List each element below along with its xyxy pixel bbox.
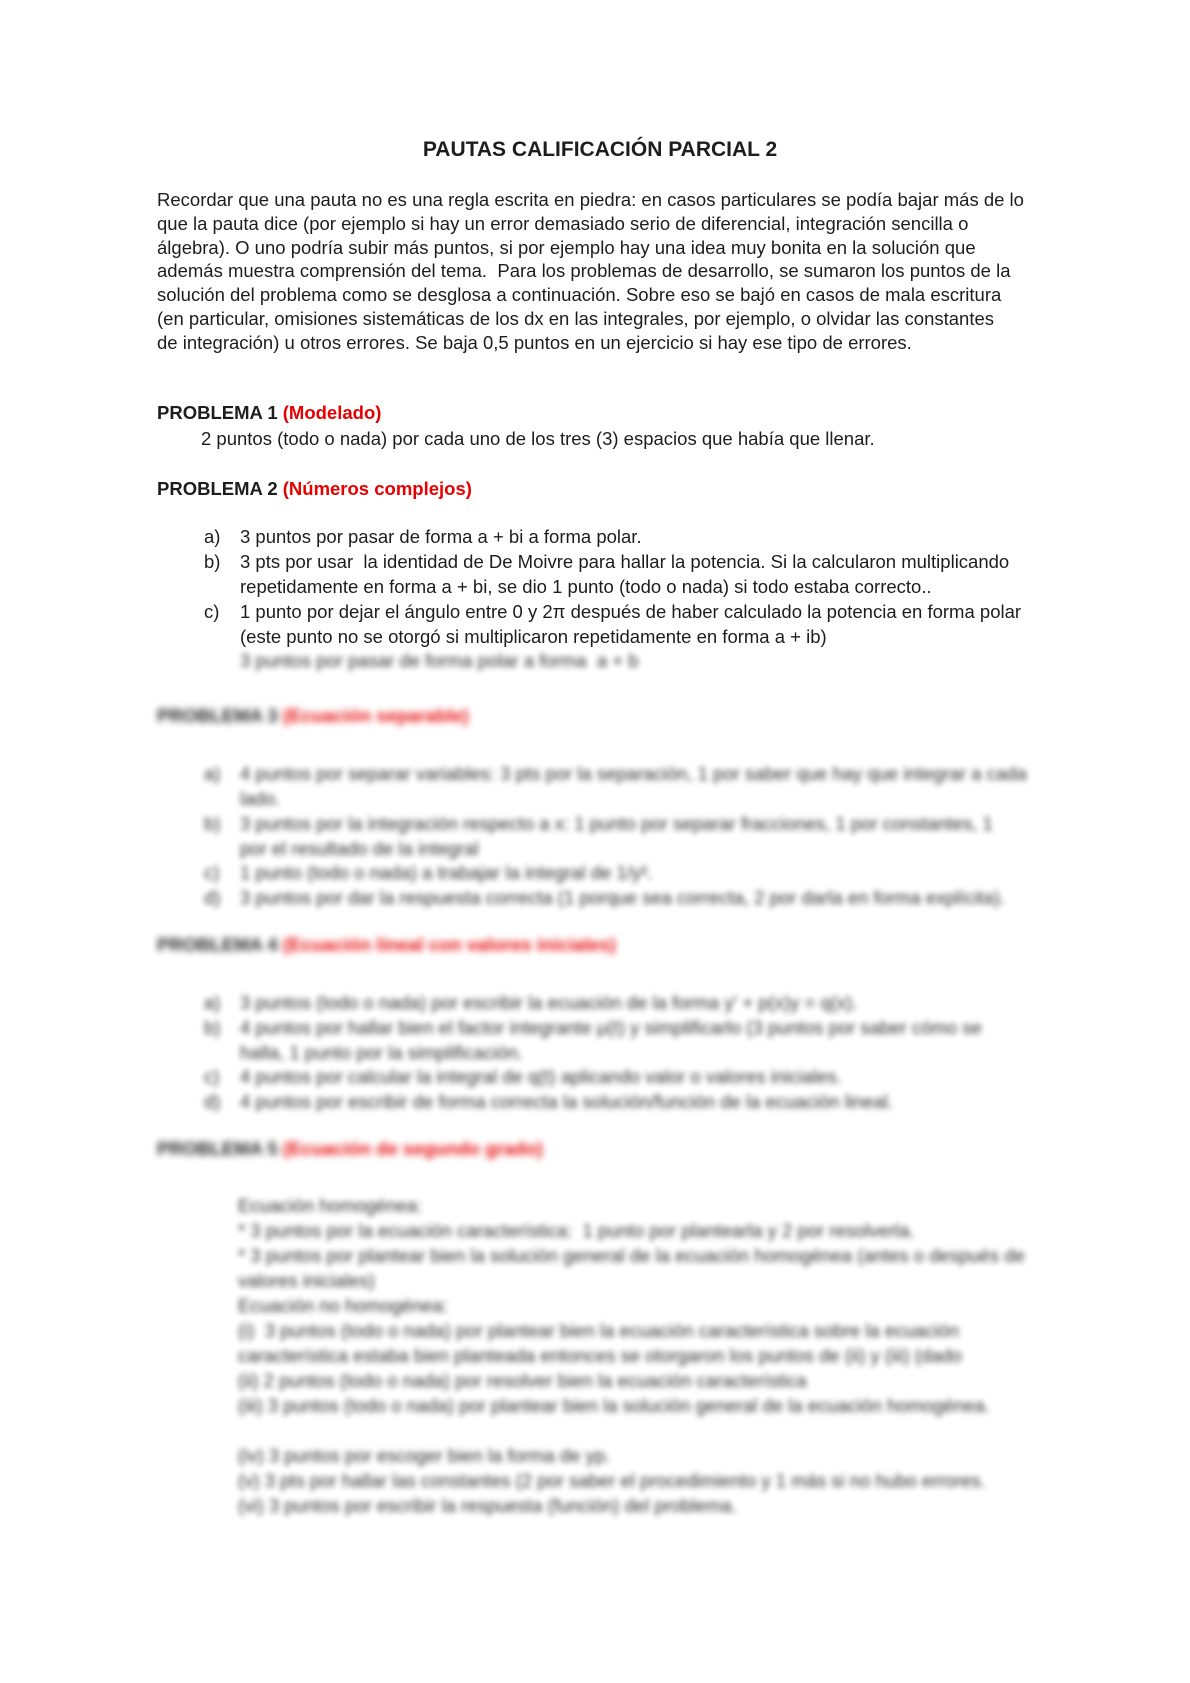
item-marker: d) bbox=[204, 1091, 221, 1113]
intro-line: (en particular, omisiones sistemáticas de los dx en las integrales, por ejemplo, o olvidar las constantes bbox=[157, 307, 995, 329]
text-line: (ii) 2 puntos (todo o nada) por resolver bien la ecuación característica bbox=[238, 1369, 807, 1391]
section-problema-1 bbox=[157, 401, 1043, 452]
text-line: (este punto no se otorgó si multiplicaron repetidamente en forma a + ib) bbox=[240, 625, 827, 647]
item-text bbox=[240, 991, 1043, 1016]
intro-line: Recordar que una pauta no es una regla escrita en piedra: en casos particulares se podía bajar más de lo bbox=[157, 189, 1024, 210]
problema-3-heading bbox=[157, 704, 1043, 728]
text-line: Ecuación homogénea: bbox=[238, 1194, 423, 1216]
sections bbox=[157, 401, 1043, 1518]
problema-2-heading-note: (Números complejos) bbox=[282, 478, 472, 500]
page-title: PAUTAS CALIFICACIÓN PARCIAL 2 bbox=[422, 138, 778, 161]
problema-4-heading-note: (Ecuación lineal con valores iniciales) bbox=[282, 933, 616, 955]
intro-line: de integración) u otros errores. Se baja 0,5 puntos en un ejercicio si hay ese tipo de errores. bbox=[157, 331, 912, 353]
item-text bbox=[240, 1065, 1043, 1090]
problema-1-heading bbox=[157, 401, 1043, 425]
problema-4-item-d bbox=[157, 1090, 1043, 1115]
problema-2-item bbox=[157, 649, 1043, 674]
problema-1-heading-label: PROBLEMA 1 bbox=[157, 401, 283, 423]
item-marker: c) bbox=[204, 600, 220, 622]
problema-4-item-c bbox=[157, 1065, 1043, 1090]
item-text bbox=[240, 1016, 1043, 1066]
problema-4-heading-label: PROBLEMA 4 bbox=[157, 933, 283, 955]
text-line: característica estaba bien planteada entonces se otorgaron los puntos de (ii) y (iii) (dado bbox=[238, 1344, 962, 1366]
text-line: 1 punto por dejar el ángulo entre 0 y 2π después de haber calculado la potencia en forma polar bbox=[240, 600, 1022, 622]
item-text bbox=[240, 525, 1043, 550]
item-marker: c) bbox=[204, 1066, 220, 1088]
problema-4-list bbox=[157, 991, 1043, 1115]
problema-4-item-a bbox=[157, 991, 1043, 1016]
problema-3-item-b bbox=[157, 812, 1043, 862]
text-line: (iv) 3 puntos por escoger bien la forma de yp. bbox=[238, 1444, 611, 1466]
problema-2-list bbox=[157, 525, 1043, 674]
text-line: 3 pts por usar la identidad de De Moivre para hallar la potencia. Si la calcularon multiplicando bbox=[240, 551, 1010, 573]
text-line bbox=[157, 1418, 1043, 1443]
section-problema-4 bbox=[157, 933, 1043, 1115]
text-line: (v) 3 pts por hallar las constantes (2 por saber el procedimiento y 1 más si no hubo errores. bbox=[238, 1469, 986, 1491]
item-text bbox=[240, 762, 1043, 812]
text-line: 4 puntos por separar variables: 3 pts por la separación, 1 por saber que hay que integrar a cada bbox=[240, 763, 1027, 785]
problema-2-item-a bbox=[157, 525, 1043, 550]
item-marker: b) bbox=[204, 1016, 221, 1038]
item-text bbox=[240, 886, 1043, 911]
section-problema-2 bbox=[157, 477, 1043, 674]
item-text bbox=[240, 600, 1043, 650]
item-text bbox=[240, 812, 1043, 862]
text-line: 3 puntos por dar la respuesta correcta (1 porque sea correcta, 2 por darla en forma explícita). bbox=[240, 887, 1006, 909]
text-line: * 3 puntos por plantear bien la solución general de la ecuación homogénea (antes o después de bbox=[238, 1244, 1025, 1266]
text-line: (iii) 3 puntos (todo o nada) por plantear bien la solución general de la ecuación homogénea. bbox=[238, 1394, 990, 1416]
text-line: 4 puntos por calcular la integral de q(t) aplicando valor o valores iniciales. bbox=[240, 1066, 842, 1088]
problema-3-item-a bbox=[157, 762, 1043, 812]
text-line: Ecuación no homogénea: bbox=[238, 1294, 448, 1316]
item-text bbox=[240, 550, 1043, 600]
text-line: halla, 1 punto por la simplificación. bbox=[240, 1041, 523, 1063]
intro-line: álgebra). O uno podría subir más puntos, si por ejemplo hay una idea muy bonita en la solución que bbox=[157, 236, 976, 258]
item-marker: d) bbox=[204, 887, 221, 909]
text-line: 4 puntos por hallar bien el factor integrante μ(t) y simplificarlo (3 puntos por saber cómo se bbox=[240, 1016, 982, 1038]
text-line: * 3 puntos por la ecuación característica: 1 punto por plantearla y 2 por resolverla. bbox=[238, 1219, 915, 1241]
intro-line: que la pauta dice (por ejemplo si hay un error demasiado serio de diferencial, integración sencilla o bbox=[157, 212, 969, 234]
item-marker: a) bbox=[204, 991, 221, 1013]
item-marker bbox=[204, 649, 240, 674]
item-marker: a) bbox=[204, 763, 221, 785]
item-marker: b) bbox=[204, 812, 221, 834]
problema-1-heading-note: (Modelado) bbox=[282, 401, 382, 423]
text-line: repetidamente en forma a + bi, se dio 1 punto (todo o nada) si todo estaba correcto.. bbox=[240, 575, 932, 597]
problema-2-heading bbox=[157, 477, 1043, 501]
text-line: 4 puntos por escribir de forma correcta la solución/función de la ecuación lineal. bbox=[240, 1091, 894, 1113]
section-problema-3 bbox=[157, 704, 1043, 911]
problema-5-heading-note: (Ecuación de segundo grado) bbox=[282, 1137, 543, 1159]
problema-1-body bbox=[157, 427, 1043, 452]
problema-5-body bbox=[157, 1193, 1043, 1518]
text-line: valores iniciales) bbox=[238, 1269, 375, 1291]
text-line: 3 puntos (todo o nada) por escribir la ecuación de la forma y' + p(x)y = q(x). bbox=[240, 991, 858, 1013]
problema-2-item-c bbox=[157, 600, 1043, 650]
text-line: (i) 3 puntos (todo o nada) por plantear bien la ecuación característica sobre la ecuación bbox=[238, 1319, 959, 1341]
item-text bbox=[240, 649, 1043, 674]
problema-4-item-b bbox=[157, 1016, 1043, 1066]
problema-3-heading-note: (Ecuación separable) bbox=[282, 705, 469, 727]
problema-3-list bbox=[157, 762, 1043, 911]
item-marker: b) bbox=[204, 551, 221, 573]
item-text bbox=[240, 1090, 1043, 1115]
problema-3-heading-label: PROBLEMA 3 bbox=[157, 705, 283, 727]
intro-line: además muestra comprensión del tema. Para los problemas de desarrollo, se sumaron los puntos de la bbox=[157, 260, 1011, 282]
intro-paragraph bbox=[157, 188, 1043, 355]
item-marker: c) bbox=[204, 862, 220, 884]
intro-line: solución del problema como se desglosa a continuación. Sobre eso se bajó en casos de mala escritura bbox=[157, 284, 1002, 306]
problema-4-heading bbox=[157, 933, 1043, 957]
problema-5-heading-label: PROBLEMA 5 bbox=[157, 1137, 283, 1159]
text-line: (vi) 3 puntos por escribir la respuesta (función) del problema. bbox=[238, 1494, 737, 1516]
problema-5-heading bbox=[157, 1137, 1043, 1161]
section-problema-5 bbox=[157, 1137, 1043, 1518]
problema-2-heading-label: PROBLEMA 2 bbox=[157, 478, 283, 500]
problema-3-item-d bbox=[157, 886, 1043, 911]
item-text bbox=[240, 861, 1043, 886]
text-line: lado. bbox=[240, 787, 281, 809]
text-line: 3 puntos por pasar de forma polar a forma a + b bbox=[240, 650, 639, 672]
problema-2-item-b bbox=[157, 550, 1043, 600]
item-marker: a) bbox=[204, 526, 221, 548]
text-line: 2 puntos (todo o nada) por cada uno de los tres (3) espacios que había que llenar. bbox=[201, 427, 875, 449]
problema-3-item-c bbox=[157, 861, 1043, 886]
text-line: 1 punto (todo o nada) a trabajar la integral de 1/y². bbox=[240, 862, 653, 884]
text-line: por el resultado de la integral bbox=[240, 837, 479, 859]
document-body bbox=[157, 138, 1043, 1518]
text-line: 3 puntos por pasar de forma a + bi a forma polar. bbox=[240, 526, 642, 548]
text-line: 3 puntos por la integración respecto a x: 1 punto por separar fracciones, 1 por constantes, 1 bbox=[240, 812, 993, 834]
